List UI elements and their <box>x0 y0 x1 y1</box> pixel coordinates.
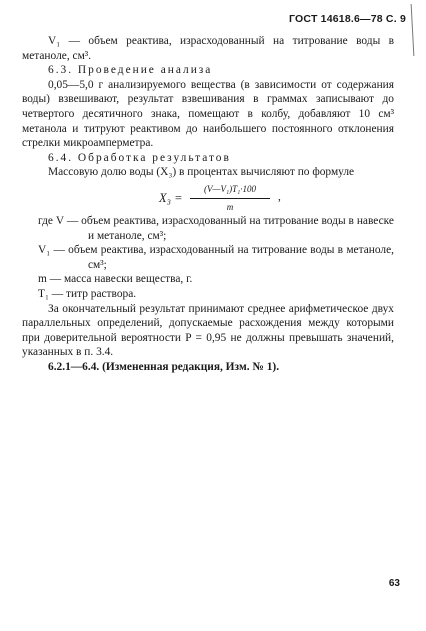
amendment-note: 6.2.1—6.4. (Измененная редакция, Изм. № 1). <box>48 360 280 373</box>
formula-x3 <box>22 182 394 212</box>
paragraph-v1-definition: V₁ — объем реактива, израсходованный на титрование воды в метаноле, см³. <box>22 35 394 62</box>
formula-fraction <box>190 182 270 214</box>
definition-v: где V — объем реактива, израсходованный на титрование воды в навеске и метаноле, см³; <box>38 214 394 242</box>
definition-v1: V₁ — объем реактива, израсходованный на титрование воды в метаноле, см³; <box>38 244 394 271</box>
page-number: 63 <box>388 578 400 589</box>
section-heading-6-3: 6.3. Проведение анализа <box>48 64 213 77</box>
page-header: ГОСТ 14618.6—78 С. 9 <box>289 13 406 25</box>
paragraph-6-4: Массовую долю воды (X₃) в процентах вычисляют по формуле <box>48 166 355 179</box>
formula-denominator: m <box>226 201 234 212</box>
scan-edge-line <box>411 4 415 56</box>
paragraph-final-result: За окончательный результат принимают среднее арифметическое двух параллельных определений, допускаемые расхождения между которыми при доверительной вероятности P = 0,95 не должны превышать значений, указанных в п. 3.4. <box>22 302 394 359</box>
document-body <box>22 34 394 374</box>
formula-lhs: X₃ = <box>159 190 183 205</box>
definition-t1: T₁ — титр раствора. <box>38 287 137 300</box>
formula-trail: , <box>278 190 281 203</box>
section-heading-6-4: 6.4. Обработка результатов <box>48 151 231 164</box>
paragraph-6-3: 0,05—5,0 г анализируемого вещества (в зависимости от содержания воды) взвешивают, результат взвешивания в граммах записывают до четвертого десятичного знака, помещают в колбу, добавляют 10 см³ метанола и титруют реактивом до наибольшего постоянного отклонения стрелки микроамперметра. <box>22 78 394 150</box>
definition-m: m — масса навески вещества, г. <box>38 273 193 286</box>
formula-numerator: (V—V₁)T₁·100 <box>190 182 270 199</box>
